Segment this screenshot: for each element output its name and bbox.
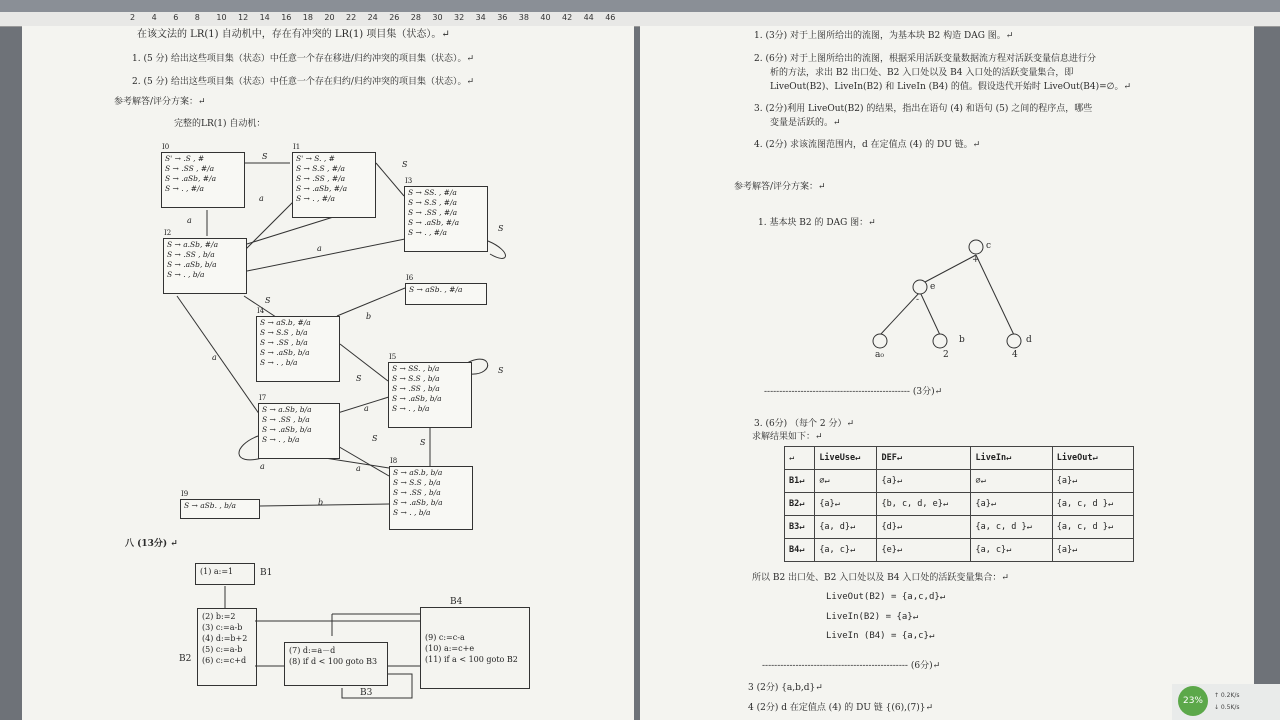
ruler-tick-label: 4	[151, 13, 157, 22]
dag-leaf-2: 2	[943, 350, 949, 360]
question-3-line2: 变量是活跃的。↵	[770, 118, 841, 128]
result-liveout-b2: LiveOut(B2) = {a,c,d}↵	[826, 592, 946, 602]
dag-leaf-4: 4	[1012, 350, 1018, 360]
table-row	[785, 470, 1134, 493]
table-cell: {e}↵	[877, 539, 971, 562]
state-I6: I6 S → aSb. , #/a	[405, 283, 487, 305]
ruler-bar	[0, 0, 1280, 26]
question-4: 4. (2分) 求该流图范围内，d 在定值点 (4) 的 DU 链。↵	[754, 140, 981, 150]
edge-label: a	[187, 216, 192, 225]
section-8-heading: 八 (13分) ↵	[125, 539, 178, 549]
question-2-line2: 析的方法，求出 B2 出口处、B2 入口处以及 B4 入口处的活跃变量集合，即	[770, 68, 1074, 78]
table-cell: {a, c, d }↵	[1052, 516, 1133, 539]
ruler-tick-label: 26	[389, 13, 400, 22]
ruler-tick-label: 18	[302, 13, 313, 22]
ruler-tick-label: 44	[583, 13, 594, 22]
basic-block-b4: (9) c:=c-a (10) a:=c+e (11) if a < 100 goto B2	[420, 607, 530, 689]
edge-label: a	[364, 404, 369, 413]
question-2-line3: LiveOut(B2)、LiveIn(B2) 和 LiveIn (B4) 的值。假设迭代开始时 LiveOut(B4)=∅。↵	[770, 82, 1132, 92]
answer-last-2: 4 (2分) d 在定值点 (4) 的 DU 链 {(6),(7)}↵	[748, 703, 934, 713]
table-cell: ∅↵	[815, 470, 877, 493]
automaton-edges	[22, 26, 634, 546]
dag-label-e: e	[930, 282, 936, 292]
answer-title: 参考解答/评分方案：↵	[114, 97, 206, 107]
basic-block-b2: (2) b:=2 (3) c:=a-b (4) d:=b+2 (5) c:=a-b (6) c:=c+d	[197, 608, 257, 686]
ruler-tick-label: 22	[346, 13, 357, 22]
question-3-line1: 3. (2分)利用 LiveOut(B2) 的结果，指出在语句 (4) 和语句 (5) 之间的程序点，哪些	[754, 104, 1093, 114]
block-name-b3: B3	[360, 688, 373, 698]
ruler-tick-label: 12	[238, 13, 249, 22]
ruler-tick-label: 36	[497, 13, 508, 22]
upload-speed: ↑ 0.2K/s	[1214, 692, 1240, 699]
edge-label: S	[265, 296, 271, 305]
table-cell: {a, d}↵	[815, 516, 877, 539]
edge-label: a	[260, 462, 265, 471]
table-cell: {d}↵	[877, 516, 971, 539]
ruler-tick-label: 46	[605, 13, 616, 22]
edge-label: S	[498, 224, 504, 233]
table-row	[785, 493, 1134, 516]
edge-label: S	[420, 438, 426, 447]
table-header: DEF↵	[877, 447, 971, 470]
intro-text: 在该文法的 LR(1) 自动机中，存在有冲突的 LR(1) 项目集（状态）。↵	[137, 29, 450, 40]
answer-title: 参考解答/评分方案：↵	[734, 182, 826, 192]
state-I0: I0 S' → .S , # S → .SS , #/a S → .aSb, #/a S → . , #/a	[161, 152, 245, 208]
edge-label: S	[356, 374, 362, 383]
ruler-tick-label: 40	[540, 13, 551, 22]
left-page	[22, 26, 634, 720]
flow-graph-edges	[22, 556, 634, 720]
score-line-3: ------------------------------------------------ (3分)↵	[764, 387, 943, 397]
state-I9: I9 S → aSb. , b/a	[180, 499, 260, 519]
answer-3-subtitle: 求解结果如下：↵	[752, 432, 823, 442]
edge-label: S	[498, 366, 504, 375]
table-cell: {a}↵	[1052, 539, 1133, 562]
ruler-tick-label: 14	[259, 13, 270, 22]
question-1: 1. (5 分) 给出这些项目集（状态）中任意一个存在移进/归约冲突的项目集（状态）。↵	[132, 54, 474, 64]
score-line-6: ------------------------------------------------ (6分)↵	[762, 661, 941, 671]
table-cell: {a}↵	[1052, 470, 1133, 493]
table-cell: B1↵	[785, 470, 815, 493]
table-header: ↵	[785, 447, 815, 470]
dag-op-minus: -	[916, 295, 920, 305]
table-header: LiveUse↵	[815, 447, 877, 470]
edge-label: b	[366, 312, 372, 321]
ruler-tick-label: 16	[281, 13, 292, 22]
table-cell: B4↵	[785, 539, 815, 562]
ruler-tick-label: 28	[410, 13, 421, 22]
question-2-line1: 2. (6分) 对于上图所给出的流图，根据采用活跃变量数据流方程对活跃变量信息进行分	[754, 54, 1097, 64]
edge-label: S	[262, 152, 268, 161]
answer-1-title: 1. 基本块 B2 的 DAG 图：↵	[758, 218, 876, 228]
edge-label: S	[372, 434, 378, 443]
table-cell: B2↵	[785, 493, 815, 516]
edge-label: a	[317, 244, 322, 253]
ruler-tick-label: 20	[324, 13, 335, 22]
live-variable-table	[784, 446, 1134, 562]
ruler-tick-label: 38	[518, 13, 529, 22]
question-1: 1. (3分) 对于上图所给出的流图，为基本块 B2 构造 DAG 图。↵	[754, 31, 1014, 41]
basic-block-b3: (7) d:=a－d (8) if d < 100 goto B3	[284, 642, 388, 686]
ruler-tick-label: 30	[432, 13, 443, 22]
table-cell: {a}↵	[971, 493, 1052, 516]
automaton-caption: 完整的LR(1) 自动机：	[174, 119, 266, 129]
block-name-b2: B2	[179, 654, 192, 664]
edge-label: a	[259, 194, 264, 203]
result-livein-b4: LiveIn (B4) = {a,c}↵	[826, 631, 935, 641]
table-cell: ∅↵	[971, 470, 1052, 493]
download-speed: ↓ 0.5K/s	[1214, 704, 1240, 711]
ruler-tick-label: 24	[367, 13, 378, 22]
table-cell: B3↵	[785, 516, 815, 539]
ruler-tick-label: 32	[454, 13, 465, 22]
answer-last-1: 3 (2分) {a,b,d}↵	[748, 683, 823, 693]
table-cell: {a}↵	[815, 493, 877, 516]
dag-leaf-a0: a₀	[875, 350, 884, 360]
result-livein-b2: LiveIn(B2) = {a}↵	[826, 612, 919, 622]
table-header: LiveIn↵	[971, 447, 1052, 470]
state-I5: I5 S → SS. , b/a S → S.S , b/a S → .SS , b/a S → .aSb, b/a S → . , b/a	[388, 362, 472, 428]
block-name-b4: B4	[450, 597, 463, 607]
horizontal-ruler[interactable]	[0, 12, 1280, 27]
table-header-row	[785, 447, 1134, 470]
ruler-tick-label: 6	[173, 13, 179, 22]
edge-label: b	[318, 498, 324, 507]
edge-label: a	[212, 353, 217, 362]
edge-label: a	[356, 464, 361, 473]
edge-label: S	[402, 160, 408, 169]
table-cell: {a, c}↵	[815, 539, 877, 562]
dag-label-d: d	[1026, 335, 1032, 345]
dag-diagram	[640, 226, 1254, 386]
ruler-tick-label: 2	[130, 13, 136, 22]
state-I2: I2 S → a.Sb, #/a S → .SS , b/a S → .aSb, b/a S → . , b/a	[163, 238, 247, 294]
right-page	[640, 26, 1254, 720]
dag-label-c: c	[986, 241, 992, 251]
dag-op-plus: +	[972, 255, 980, 265]
table-cell: {b, c, d, e}↵	[877, 493, 971, 516]
state-I7: I7 S → a.Sb, b/a S → .SS , b/a S → .aSb, b/a S → . , b/a	[258, 403, 340, 459]
question-2: 2. (5 分) 给出这些项目集（状态）中任意一个存在归约/归约冲突的项目集（状态）。↵	[132, 77, 474, 87]
table-row	[785, 539, 1134, 562]
network-gauge[interactable]: 23%	[1178, 686, 1208, 716]
table-cell: {a, c, d }↵	[971, 516, 1052, 539]
table-cell: {a}↵	[877, 470, 971, 493]
ruler-tick-label: 42	[562, 13, 573, 22]
basic-block-b1: (1) a:=1	[195, 563, 255, 585]
state-I3: I3 S → SS. , #/a S → S.S , #/a S → .SS , #/a S → .aSb, #/a S → . , #/a	[404, 186, 488, 252]
table-cell: {a, c, d }↵	[1052, 493, 1133, 516]
table-header: LiveOut↵	[1052, 447, 1133, 470]
table-row	[785, 516, 1134, 539]
ruler-tick-label: 10	[216, 13, 227, 22]
dag-label-b: b	[959, 335, 965, 345]
state-I1: I1 S' → S. , # S → S.S , #/a S → .SS , #/a S → .aSb, #/a S → . , #/a	[292, 152, 376, 218]
block-name-b1: B1	[260, 568, 273, 578]
ruler-tick-label: 8	[194, 13, 200, 22]
state-I4: I4 S → aS.b, #/a S → S.S , b/a S → .SS , b/a S → .aSb, b/a S → . , b/a	[256, 316, 340, 382]
ruler-tick-label: 34	[475, 13, 486, 22]
state-I8: I8 S → aS.b, b/a S → S.S , b/a S → .SS , b/a S → .aSb, b/a S → . , b/a	[389, 466, 473, 530]
table-cell: {a, c}↵	[971, 539, 1052, 562]
answer-3-title: 3. (6分) （每个 2 分）↵	[754, 419, 855, 429]
summary-text: 所以 B2 出口处、B2 入口处以及 B4 入口处的活跃变量集合：↵	[752, 573, 1009, 583]
